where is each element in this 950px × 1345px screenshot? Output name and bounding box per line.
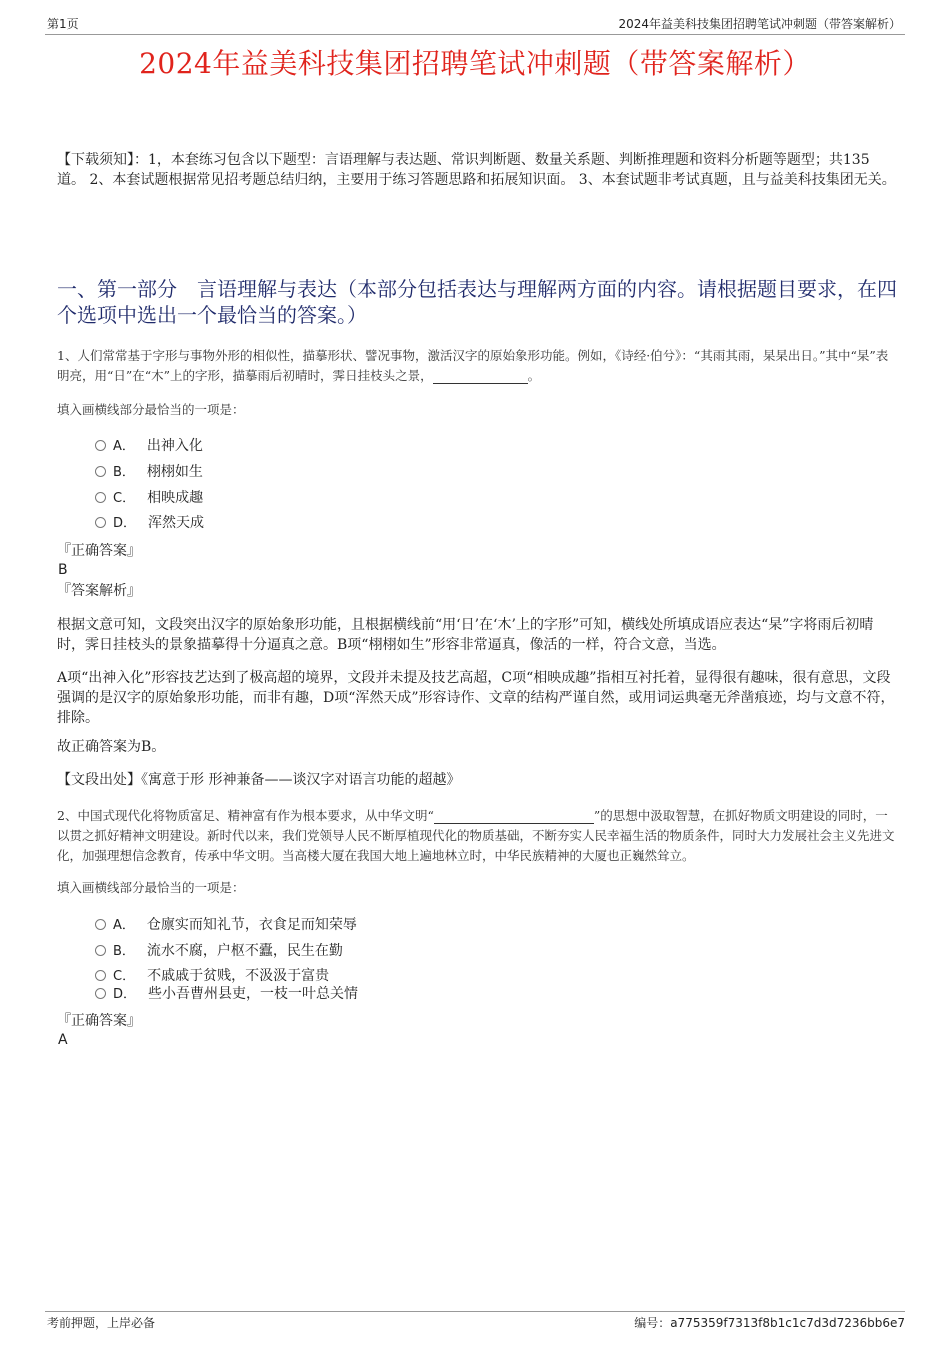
analysis-conclusion: 故正确答案为B。	[57, 739, 166, 755]
document-title: 2024年益美科技集团招聘笔试冲刺题（带答案解析）	[139, 47, 811, 80]
question-2-prompt: 填入画横线部分最恰当的一项是：	[57, 880, 245, 895]
radio-button[interactable]	[95, 492, 106, 503]
question-2-option-a[interactable]: A． 仓廪实而知礼节，衣食足而知荣辱	[95, 915, 357, 936]
answer-blank	[433, 369, 528, 384]
question-1-option-b[interactable]: B． 栩栩如生	[95, 462, 203, 483]
footer-slogan: 考前押题，上岸必备	[47, 1316, 156, 1330]
question-1-prompt: 填入画横线部分最恰当的一项是：	[57, 402, 245, 417]
question-2-option-c[interactable]: C． 不戚戚于贫贱，不汲汲于富贵	[95, 966, 329, 987]
answer-value: B	[58, 562, 68, 578]
radio-button[interactable]	[95, 919, 106, 930]
question-2-option-d[interactable]: D． 些小吾曹州县吏，一枝一叶总关情	[95, 984, 358, 1005]
question-1-option-a[interactable]: A． 出神入化	[95, 436, 203, 457]
answer-label: 『正确答案』	[57, 543, 141, 559]
analysis-paragraph: A项“出神入化”形容技艺达到了极高超的境界，文段并未提及技艺高超，C项“相映成趣”指相互衬托着，显得很有趣味，很有意思，文段强调的是汉字的原始象形功能，而非有趣，D项“浑然天成”形容诗作、文章的结构严谨自然，或用词运典毫无斧凿痕迹，均与文意不符，排除。	[57, 670, 895, 726]
question-2-text: 2、中国式现代化将物质富足、精神富有作为根本要求，从中华文明“ ”的思想中汲取智慧，在抓好物质文明建设的同时，一以贯之抓好精神文明建设。新时代以来，我们党领导人民不断厚植现代化的物质基础，不断夯实人民幸福生活的物质条件，同时大力发展社会主义先进文化，加强理想信念教育，传承中华文明。当高楼大厦在我国大地上遍地林立时，中华民族精神的大厦也正巍然耸立。	[57, 808, 895, 863]
radio-button[interactable]	[95, 970, 106, 981]
radio-button[interactable]	[95, 466, 106, 477]
radio-button[interactable]	[95, 517, 106, 528]
text-source: 【文段出处】《寓意于形 形神兼备——谈汉字对语言功能的超越》	[57, 772, 461, 788]
radio-button[interactable]	[95, 440, 106, 451]
analysis-label: 『答案解析』	[57, 583, 141, 599]
page-number: 第1页	[47, 17, 79, 31]
answer-blank	[434, 809, 594, 824]
section-heading: 一、第一部分 言语理解与表达（本部分包括表达与理解两方面的内容。请根据题目要求，在四个选项中选出一个最恰当的答案。）	[57, 277, 897, 327]
page-footer	[45, 1311, 905, 1332]
page-header	[45, 16, 905, 35]
question-1-option-c[interactable]: C． 相映成趣	[95, 488, 203, 509]
question-2-option-b[interactable]: B． 流水不腐，户枢不蠹，民生在勤	[95, 941, 343, 962]
download-notice: 【下载须知】：1，本套练习包含以下题型：言语理解与表达题、常识判断题、数量关系题、判断推理题和资料分析题等题型；共135道。 2、本套试题根据常见招考题总结归纳，主要用于练习答题思路和拓展知识面。 3、本套试题非考试真题，且与益美科技集团无关。	[57, 152, 896, 188]
radio-button[interactable]	[95, 945, 106, 956]
answer-value: A	[58, 1032, 68, 1048]
question-1-text: 1、人们常常基于字形与事物外形的相似性，描摹形状、譬况事物，激活汉字的原始象形功能。例如，《诗经·伯兮》：“其雨其雨，杲杲出日。”其中“杲”表明亮，用“日”在“木”上的字形，描摹雨后初晴时，霁日挂枝头之景， 。	[57, 348, 889, 383]
analysis-paragraph: 根据文意可知，文段突出汉字的原始象形功能，且根据横线前“用‘日’在‘木’上的字形”可知，横线处所填成语应表达“杲”字将雨后初晴时，霁日挂枝头的景象描摹得十分逼真之意。B项“栩栩如生”形容非常逼真，像活的一样，符合文意，当选。	[57, 617, 874, 653]
header-doc-title: 2024年益美科技集团招聘笔试冲刺题（带答案解析）	[618, 17, 901, 31]
document-code: 编号：a775359f7313f8b1c1c7d3d7236bb6e7	[634, 1316, 905, 1330]
radio-button[interactable]	[95, 988, 106, 999]
question-1-option-d[interactable]: D． 浑然天成	[95, 513, 204, 534]
answer-label: 『正确答案』	[57, 1013, 141, 1029]
